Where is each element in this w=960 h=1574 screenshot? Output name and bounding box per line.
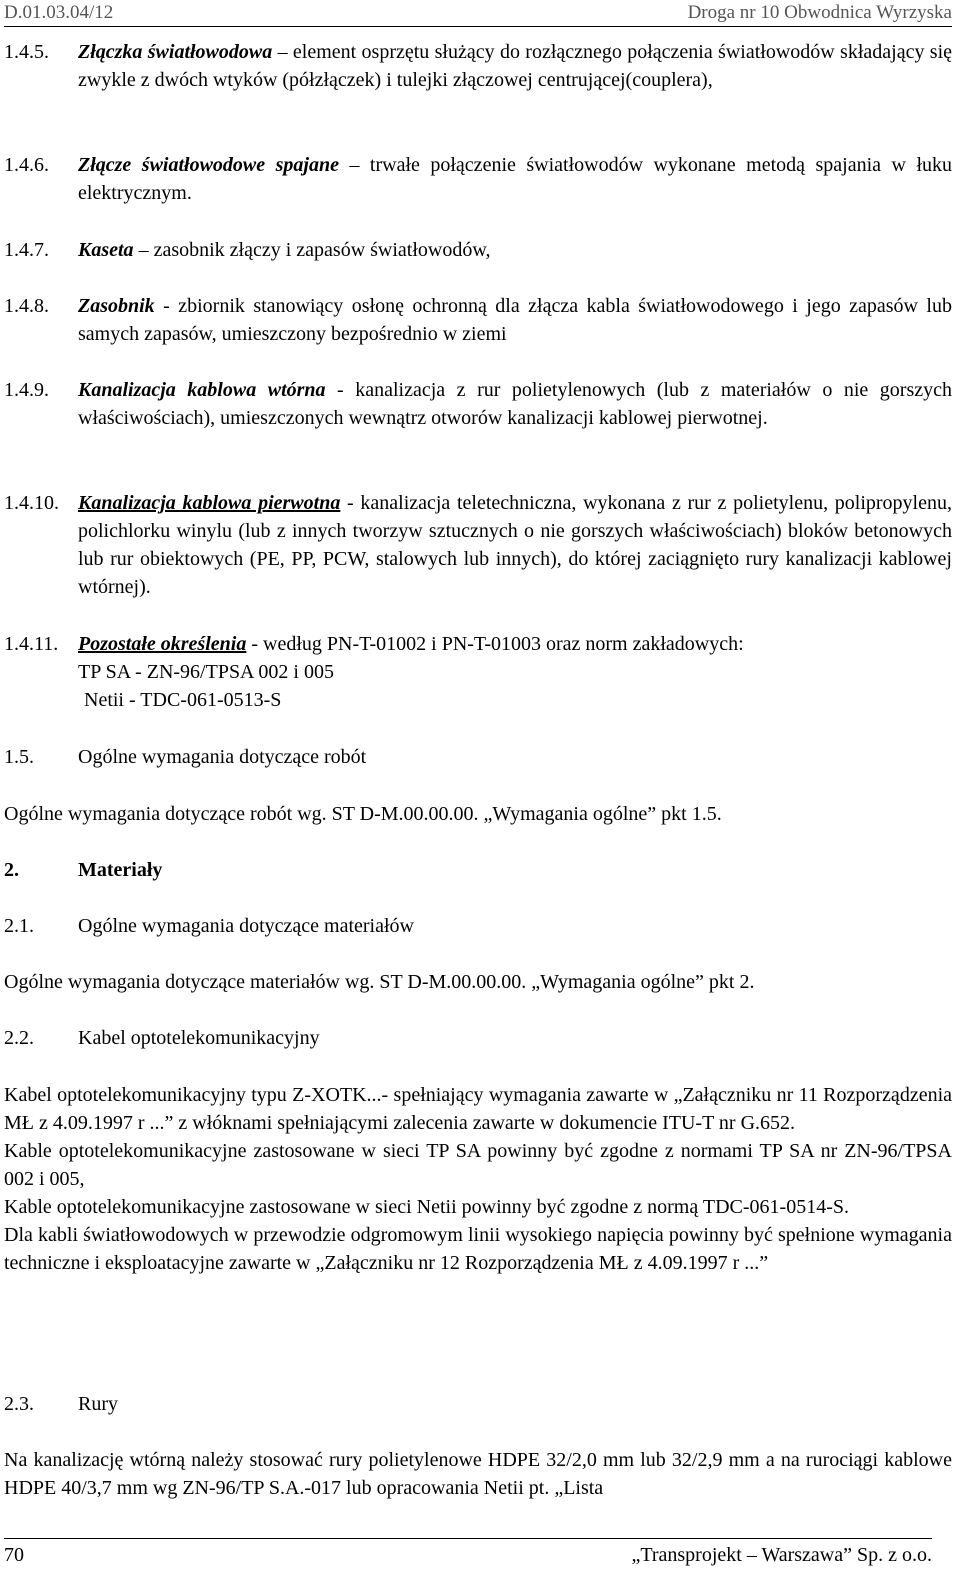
definition-text: - zbiornik stanowiący osłonę ochronną dla złącza kabla światłowodowego i jego zapasów lub samych zapasów, umieszczony bezpośrednio w ziemi — [78, 295, 952, 345]
definition-number: 1.4.10. — [4, 492, 59, 514]
standard-tp-sa: TP SA - ZN-96/TPSA 002 i 005 — [78, 661, 334, 683]
section-2-2-heading — [4, 1024, 952, 1052]
footer-company: „Transprojekt – Warszawa” Sp. z o.o. — [631, 1543, 932, 1566]
page-footer — [4, 1538, 932, 1571]
section-title: Materiały — [78, 859, 163, 881]
definition-1-4-11 — [4, 630, 952, 658]
cable-paragraph-3: Kable optotelekomunikacyjne zastosowane w sieci Netii powinny być zgodne z normą TDC-061-0514-S. — [4, 1196, 849, 1218]
cable-paragraph-1: Kabel optotelekomunikacyjny typu Z-XOTK...- spełniający wymagania zawarte w „Załączniku nr 11 Rozporządzenia MŁ z 4.09.1997 r ...” z włóknami spełniającymi zalecenia zawarte w dokumencie ITU-T nr G.652. — [4, 1084, 952, 1134]
definition-number: 1.4.8. — [4, 295, 49, 317]
definition-text: - kanalizacja z rur polietylenowych (lub z materiałów o nie gorszych właściwościach), umieszczonych wewnątrz otworów kanalizacji kablowej pierwotnej. — [78, 379, 952, 429]
definition-number: 1.4.6. — [4, 154, 49, 176]
definition-number: 1.4.7. — [4, 239, 49, 261]
standard-netii: Netii - TDC-061-0513-S — [84, 689, 282, 711]
page-number: 70 — [4, 1543, 24, 1566]
definition-term: Kaseta — [78, 239, 134, 261]
definition-term: Złącze światłowodowe spajane — [78, 154, 339, 176]
definition-text: - według PN-T-01002 i PN-T-01003 oraz norm zakładowych: — [246, 633, 744, 655]
section-title: Rury — [78, 1393, 118, 1415]
definition-term: Kanalizacja kablowa wtórna — [78, 379, 326, 401]
definition-1-4-8 — [4, 292, 952, 348]
definition-term: Kanalizacja kablowa pierwotna — [78, 492, 341, 514]
section-number: 1.5. — [4, 746, 34, 768]
definition-number: 1.4.11. — [4, 633, 59, 655]
section-2-3-text: Na kanalizację wtórną należy stosować rury polietylenowe HDPE 32/2,0 mm lub 32/2,9 mm a na rurociągi kablowe HDPE 40/3,7 mm wg ZN-96/TP S.A.-017 lub opracowania Netii pt. „Lista — [4, 1449, 952, 1499]
section-title: Ogólne wymagania dotyczące materiałów — [78, 915, 414, 937]
section-number: 2.3. — [4, 1393, 34, 1415]
definition-text: – zasobnik złączy i zapasów światłowodów, — [133, 239, 491, 261]
section-1-5-text: Ogólne wymagania dotyczące robót wg. ST D-M.00.00.00. „Wymagania ogólne” pkt 1.5. — [4, 803, 722, 825]
section-number: 2. — [4, 859, 19, 881]
section-2-heading — [4, 856, 952, 884]
cable-paragraph-2: Kable optotelekomunikacyjne zastosowane w sieci TP SA powinny być zgodne z normami TP SA nr ZN-96/TPSA 002 i 005, — [4, 1140, 952, 1190]
section-2-3-heading — [4, 1390, 952, 1418]
definition-1-4-10 — [4, 489, 952, 601]
definition-text: - kanalizacja teletechniczna, wykonana z rur z polietylenu, polipropylenu, polichlorku winylu (lub z innych tworzyw sztucznych o nie gorszych właściwościach) bloków betonowych lub rur obiektowych (PE, PP, PCW, stalowych lub innych), do której zaciągnięto rury kanalizacji kablowej wtórnej). — [78, 492, 952, 598]
section-2-2-body — [4, 1081, 952, 1277]
definition-1-4-5 — [4, 38, 952, 94]
definition-term: Zasobnik — [78, 295, 155, 317]
definition-text: – element osprzętu służący do rozłącznego połączenia światłowodów składający się zwykle z dwóch wtyków (półzłączek) i tulejki złączowej centrującej(couplera), — [78, 41, 953, 91]
definition-text: – trwałe połączenie światłowodów wykonane metodą spajania w łuku elektrycznym. — [78, 154, 952, 204]
definition-1-4-9 — [4, 376, 952, 432]
header-project-title: Droga nr 10 Obwodnica Wyrzyska — [687, 2, 952, 23]
section-1-5-heading — [4, 743, 952, 771]
definition-term: Pozostałe określenia — [78, 633, 247, 655]
section-title: Ogólne wymagania dotyczące robót — [78, 746, 367, 768]
section-title: Kabel optotelekomunikacyjny — [78, 1027, 320, 1049]
definition-1-4-6 — [4, 151, 952, 207]
definition-term: Złączka światłowodowa — [78, 41, 273, 63]
definition-1-4-7 — [4, 236, 952, 264]
section-2-1-heading — [4, 912, 952, 940]
page-header — [4, 0, 952, 27]
definition-number: 1.4.5. — [4, 41, 49, 63]
definition-number: 1.4.9. — [4, 379, 49, 401]
section-2-1-text: Ogólne wymagania dotyczące materiałów wg. ST D-M.00.00.00. „Wymagania ogólne” pkt 2. — [4, 971, 755, 993]
section-number: 2.2. — [4, 1027, 34, 1049]
header-doc-code: D.01.03.04/12 — [4, 2, 114, 23]
cable-paragraph-4: Dla kabli światłowodowych w przewodzie odgromowym linii wysokiego napięcia powinny być spełnione wymagania techniczne i eksploatacyjne zawarte w „Załączniku nr 12 Rozporządzenia MŁ z 4.09.1997 r ...” — [4, 1224, 952, 1274]
section-number: 2.1. — [4, 915, 34, 937]
